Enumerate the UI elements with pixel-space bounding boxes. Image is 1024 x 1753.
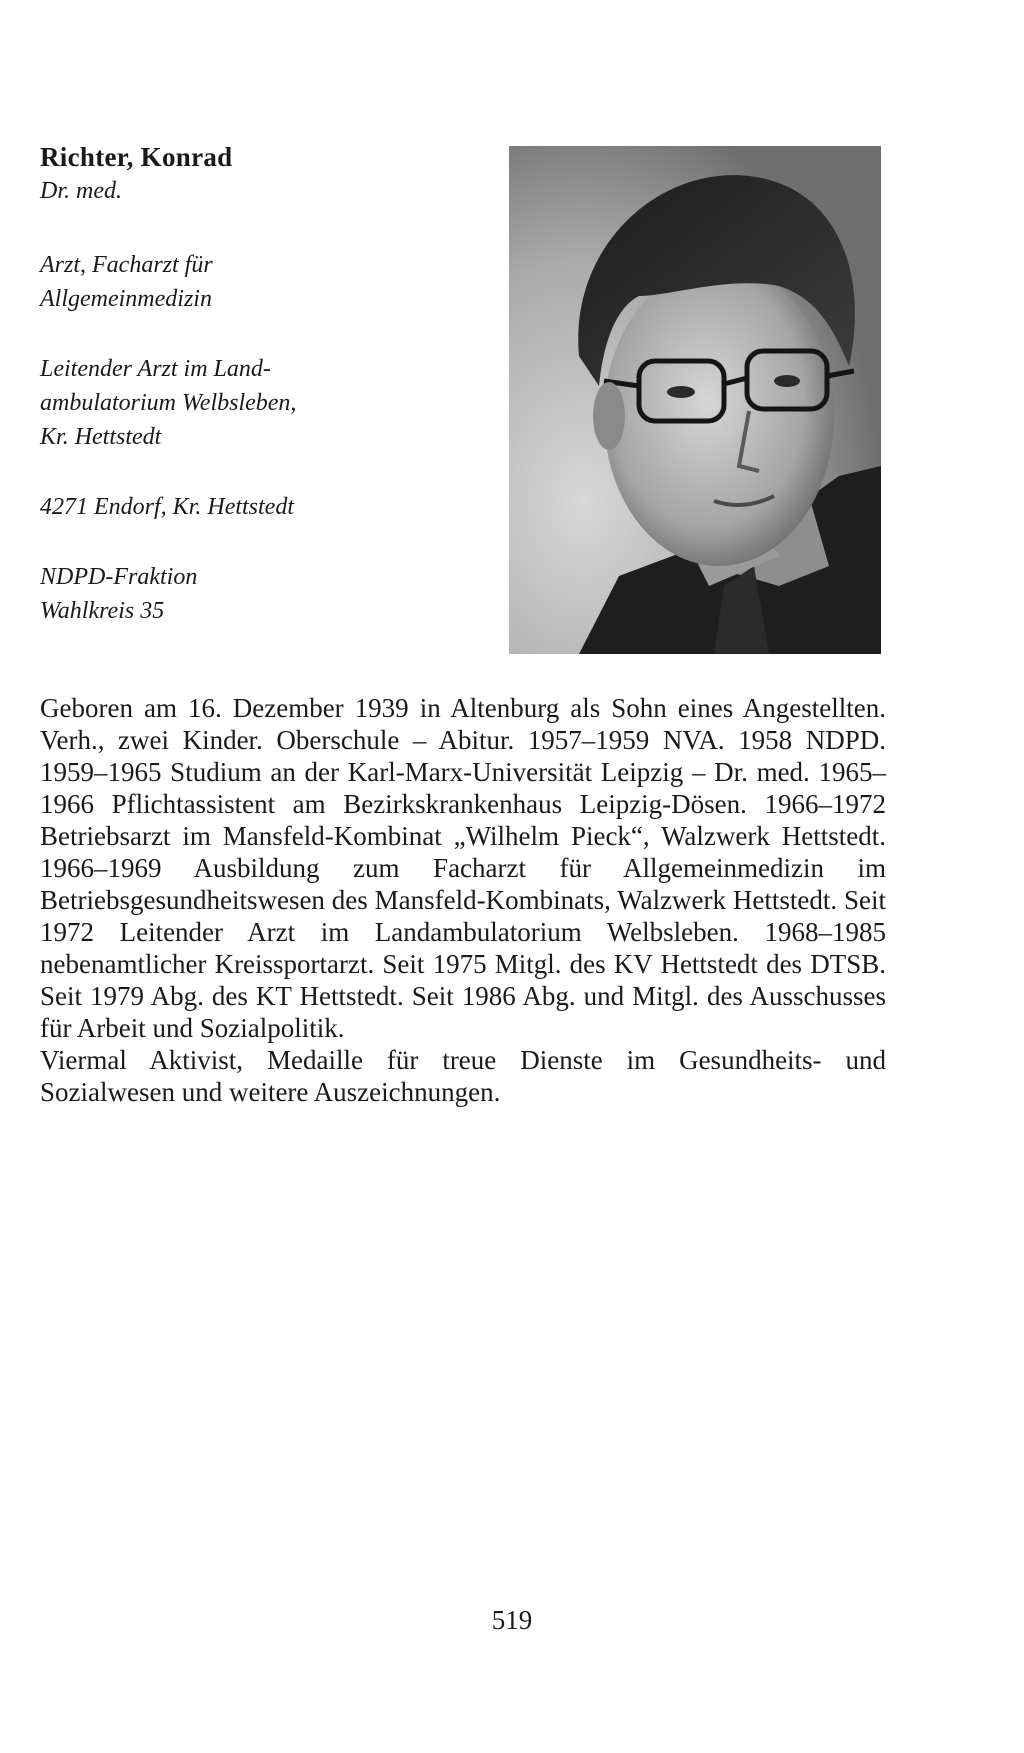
- portrait-photo: [509, 146, 881, 654]
- faction-block: [40, 560, 480, 628]
- person-name: Richter, Konrad: [40, 142, 233, 172]
- position-line: ambulatorium Welbsleben,: [40, 390, 297, 416]
- constituency-line: Wahlkreis 35: [40, 598, 165, 624]
- page-number: 519: [491, 1605, 533, 1635]
- position-line: Kr. Hettstedt: [40, 424, 162, 450]
- faction-line: NDPD-Fraktion: [40, 564, 198, 590]
- biography-paragraph: Geboren am 16. Dezember 1939 in Altenburg als Sohn eines Angestellten. Verh., zwei Kinder. Oberschule – Abitur. 1957–1959 NVA. 1958 NDPD. 1959–1965 Studium an der Karl-Marx-Universität Leipzig – Dr. med. 1965–1966 Pflichtassistent am Bezirkskrankenhaus Leipzig-Dösen. 1966–1972 Betriebsarzt im Mansfeld-Kombinat „Wilhelm Pieck“, Walzwerk Hettstedt. 1966–1969 Ausbildung zum Facharzt für Allgemeinmedizin im Betriebsgesundheitswesen des Mansfeld-Kombinats, Walzwerk Hettstedt. Seit 1972 Leitender Arzt im Landambulatorium Welbsleben. 1968–1985 nebenamtlicher Kreissportarzt. Seit 1975 Mitgl. des KV Hettstedt des DTSB. Seit 1979 Abg. des KT Hettstedt. Seit 1986 Abg. und Mitgl. des Ausschusses für Arbeit und Sozialpolitik.: [40, 693, 886, 1043]
- address-line: 4271 Endorf, Kr. Hettstedt: [40, 494, 295, 520]
- position-line: Leitender Arzt im Land-: [40, 356, 271, 382]
- portrait-illustration: [509, 146, 881, 654]
- profession-line: Allgemeinmedizin: [40, 286, 212, 312]
- awards-paragraph: Viermal Aktivist, Medaille für treue Dienste im Gesundheits- und Sozialwesen und weitere Auszeichnungen.: [40, 1045, 886, 1107]
- address-block: [40, 490, 480, 524]
- position-block: [40, 352, 480, 454]
- profession-block: [40, 248, 480, 316]
- entry-header: [40, 140, 480, 628]
- academic-title: Dr. med.: [40, 178, 122, 204]
- biography-text: [40, 692, 886, 1108]
- profession-line: Arzt, Facharzt für: [40, 252, 213, 278]
